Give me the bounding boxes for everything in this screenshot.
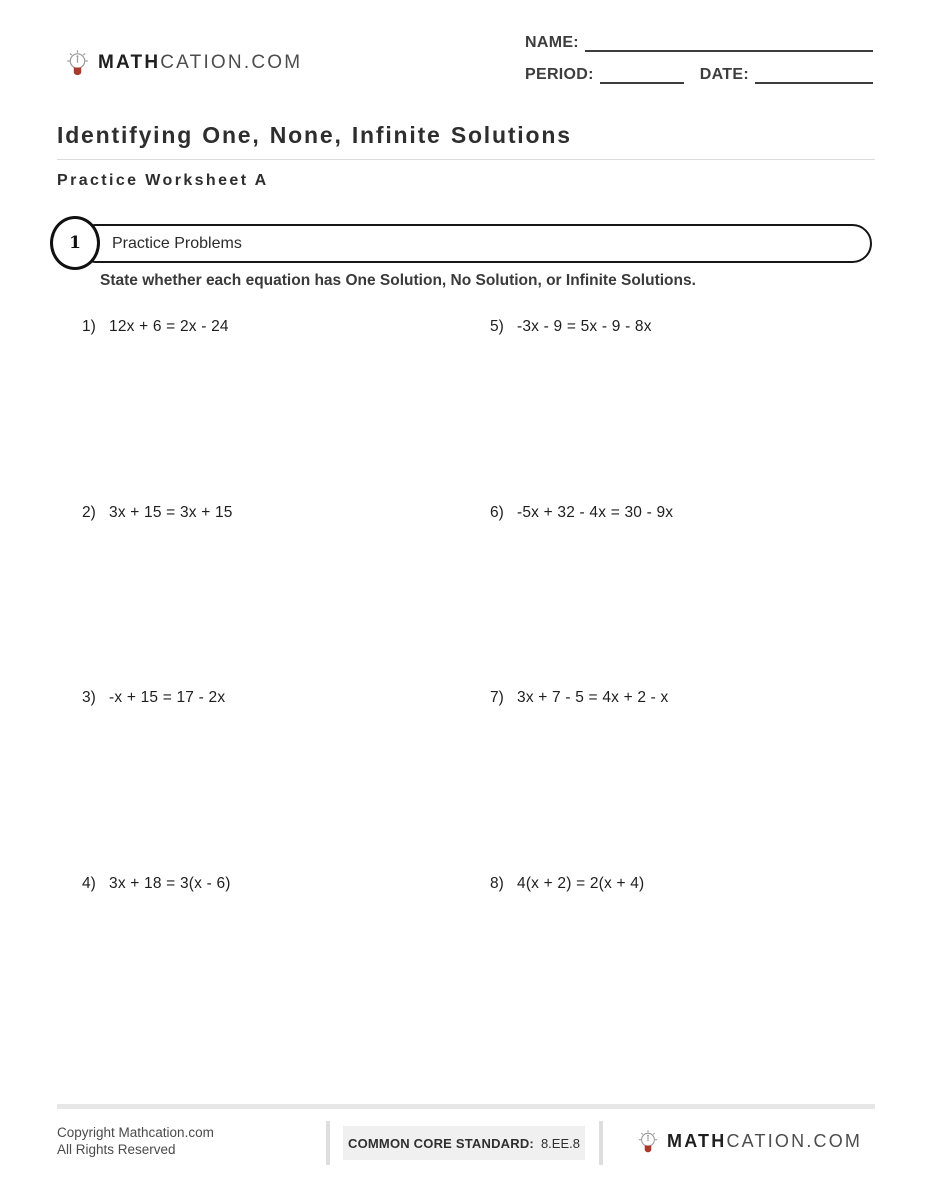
period-label: PERIOD: (525, 66, 594, 83)
page-subtitle: Practice Worksheet A (57, 172, 269, 189)
problem-6-number: 6) (490, 504, 504, 521)
problem-3-equation: -x + 15 = 17 - 2x (109, 689, 226, 706)
problem-4-number: 4) (82, 875, 96, 892)
lightbulb-icon (636, 1128, 660, 1155)
logo-text-math: MATH (98, 52, 161, 73)
problem-7-equation: 3x + 7 - 5 = 4x + 2 - x (517, 689, 669, 706)
standard-value: 8.EE.8 (540, 1135, 580, 1151)
period-date-row (525, 65, 873, 84)
logo-text-cation: CATION.COM (160, 52, 303, 73)
problem-2-number: 2) (82, 504, 96, 521)
problem-7 (490, 689, 669, 707)
problem-3 (82, 689, 225, 707)
problem-2-equation: 3x + 15 = 3x + 15 (109, 504, 233, 521)
section-instructions: State whether each equation has One Solution, No Solution, or Infinite Solutions. (100, 272, 696, 289)
copyright-line-2: All Rights Reserved (57, 1142, 176, 1157)
problem-4-equation: 3x + 18 = 3(x - 6) (109, 875, 231, 892)
date-blank-line[interactable] (755, 67, 873, 84)
footer-divider-right (599, 1121, 603, 1165)
problem-8-number: 8) (490, 875, 504, 892)
problem-2 (82, 504, 233, 522)
standard-label: COMMON CORE STANDARD: (348, 1135, 534, 1151)
copyright-line-1: Copyright Mathcation.com (57, 1125, 214, 1140)
section-number: 1 (69, 233, 81, 253)
logo-text (667, 1131, 862, 1152)
problem-1 (82, 318, 229, 336)
problem-3-number: 3) (82, 689, 96, 706)
problem-1-number: 1) (82, 318, 96, 335)
footer-top-bar (57, 1104, 875, 1109)
section-title-pill (76, 224, 872, 263)
logo-text (98, 52, 302, 74)
problem-8 (490, 875, 644, 893)
name-row (525, 33, 873, 52)
problem-6-equation: -5x + 32 - 4x = 30 - 9x (517, 504, 674, 521)
problem-1-equation: 12x + 6 = 2x - 24 (109, 318, 229, 335)
problem-5 (490, 318, 652, 336)
name-label: NAME: (525, 34, 579, 51)
footer-mathcation-logo (636, 1128, 862, 1155)
student-info-fields (525, 33, 873, 97)
problems-list (0, 318, 927, 938)
problem-5-number: 5) (490, 318, 504, 335)
title-divider (57, 159, 875, 160)
date-label: DATE: (699, 66, 749, 83)
problem-5-equation: -3x - 9 = 5x - 9 - 8x (517, 318, 652, 335)
logo-text-cation: CATION.COM (726, 1131, 863, 1151)
problem-6 (490, 504, 673, 522)
problem-4 (82, 875, 231, 893)
common-core-standard-box (343, 1126, 585, 1160)
name-blank-line[interactable] (585, 35, 873, 52)
section-number-badge (50, 216, 100, 270)
section-title: Practice Problems (112, 234, 242, 252)
copyright (57, 1124, 214, 1158)
footer-divider-left (326, 1121, 330, 1165)
page-title: Identifying One, None, Infinite Solutions (57, 122, 572, 148)
logo-text-math: MATH (667, 1131, 727, 1151)
problem-8-equation: 4(x + 2) = 2(x + 4) (517, 875, 645, 892)
problem-7-number: 7) (490, 689, 504, 706)
mathcation-logo (64, 48, 302, 78)
period-blank-line[interactable] (600, 67, 684, 84)
lightbulb-icon (64, 48, 91, 78)
